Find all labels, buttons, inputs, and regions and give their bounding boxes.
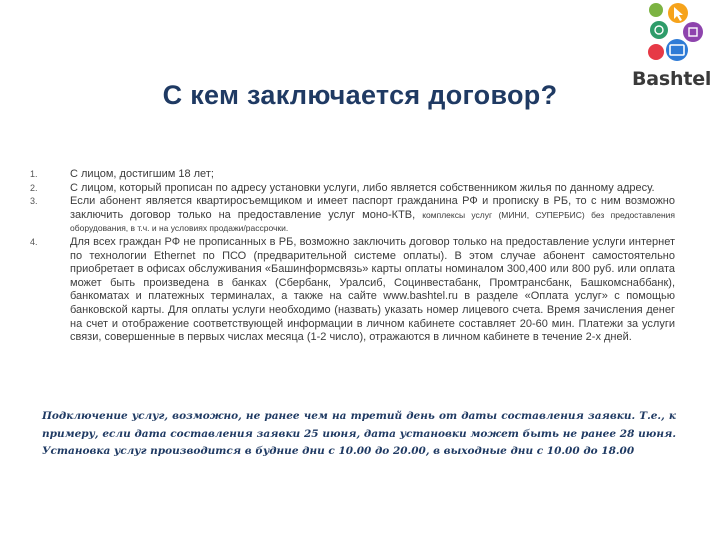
list-item-text: С лицом, достигшим 18 лет; — [70, 168, 214, 180]
list-item — [30, 236, 675, 345]
list-item-number: 2. — [30, 182, 38, 193]
list-item-text: Для всех граждан РФ не прописанных в РБ, возможно заключить договор только на предоставление услуги интернет по технологии Ethernet по ПСО (предварительной системе оплаты). В этом случае абонент самостоятельно приобретает в офисах обслуживания «Башинформсвязь» карты оплаты номиналом 300,400 или 800 руб. или оплата может быть произведена в банках (Сбербанк, Уралсиб, Социнвестабанк, Промтрансбанк, Башкомснаббанк), банкоматах и платежных терминалах, а также на сайте www.bashtel.ru в разделе «Оплата услуг» с помощью банковской карты. Для оплаты услуги необходимо (назвать) указать номер лицевого счета. Время зачисления денег на счет и отображение соответствующей информации в личном кабинете составляет 20-60 мин. Платежи за услуги связи, совершенные в первых числах месяца (1-2 число), отражаются в личном кабинете в течение 2-х дней. — [70, 235, 675, 344]
list-item — [30, 168, 675, 182]
list-item-text: Если абонент является квартиросъемщиком и имеет паспорт гражданина РФ и прописку в РБ, то с ним возможно заключить договор только на предоставление услуг моно-КТВ, — [70, 195, 675, 221]
bashtel-logo-text: Bashtel — [632, 68, 712, 90]
bashtel-logo — [632, 0, 720, 100]
conditions-list — [30, 168, 675, 345]
list-item-number: 4. — [30, 236, 38, 247]
list-item-number: 1. — [30, 169, 38, 179]
slide-title: С кем заключается договор? — [162, 80, 558, 110]
bashtel-logo-mark-icon — [642, 0, 712, 66]
list-item — [30, 195, 675, 236]
list-item-text: С лицом, который прописан по адресу установки услуги, либо является собственником жилья по данному адресу. — [70, 181, 655, 194]
list-item-number: 3. — [30, 196, 38, 207]
list-item — [30, 182, 675, 196]
list-item-small-text: комплексы услуг (МИНИ, СУПЕРБИС) без предоставления оборудования, в т.ч. и на условиях продажи/рассрочки. — [70, 209, 676, 234]
installation-note: Подключение услуг, возможно, не ранее чем на третий день от даты составления заявки. Т.е., к примеру, если дата составления заявки 25 июня, дата установки может быть не ранее 28 июня. Установка услуг производится в будние дни с 10.00 до 20.00, в выходные дни с 10.00 до 18.00 — [42, 410, 676, 457]
